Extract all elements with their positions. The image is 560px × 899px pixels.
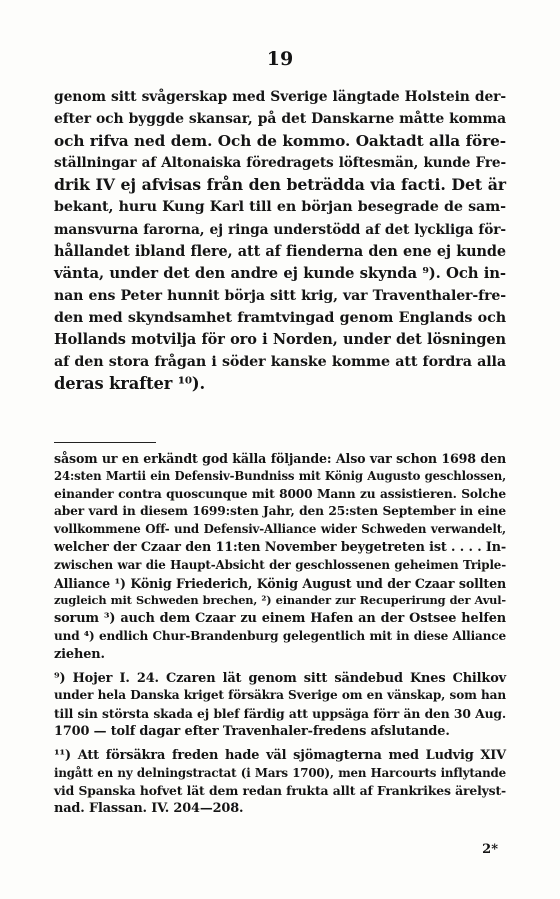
footnote-line: såsom ur en erkändt god källa följande: Also var schon 1698 den: [54, 451, 506, 466]
main-text: [54, 86, 506, 395]
footnote-line: ⁹) Hojer I. 24. Czaren lät genom sitt sändebud Knes Chilkov: [54, 670, 506, 686]
footnote-line: under hela Danska kriget försäkra Sverige om en vänskap, som han: [54, 688, 506, 703]
text-line: ställningar af Altonaiska föredragets löftesmän, kunde Fre-: [54, 155, 506, 172]
signature-mark: 2*: [482, 842, 498, 857]
footnote-line: sorum ³) auch dem Czaar zu einem Hafen an der Ostsee helfen: [54, 611, 506, 627]
footnote-line: aber vard in diesem 1699:sten Jahr, den 25:sten September in eine: [54, 504, 506, 519]
footnote-continuation: [54, 450, 506, 664]
text-line: nan ens Peter hunnit börja sitt krig, var Traventhaler-fre-: [54, 287, 506, 304]
text-line: drik IV ej afvisas från den beträdda via facti. Det är: [54, 175, 506, 195]
footnote-line: ¹¹) Att försäkra freden hade väl sjömagterna med Ludvig XIV: [54, 747, 506, 763]
text-line: bekant, huru Kung Karl till en början besegrade de sam-: [54, 199, 506, 216]
footnote-line: zwischen war die Haupt-Absicht der geschlossenen geheimen Triple-: [54, 557, 506, 572]
text-line: vänta, under det den andre ej kunde skynda ⁹). Och in-: [54, 264, 506, 282]
footnote-separator: [54, 442, 156, 443]
footnote-line: till sin största skada ej blef färdig att uppsäga förr än den 30 Aug.: [54, 706, 506, 722]
footnote-line: ziehen.: [54, 646, 105, 662]
text-line: efter och byggde skansar, på det Danskarne måtte komma: [54, 111, 506, 128]
text-line: den med skyndsamhet framtvingad genom Englands och: [54, 309, 506, 326]
footnote-line: vid Spanska hofvet lät dem redan frukta allt af Frankrikes ärelyst-: [54, 783, 506, 799]
page-number: 19: [266, 48, 294, 70]
text-line: Hollands motvilja för oro i Norden, under det lösningen: [54, 331, 506, 349]
footnote-line: und ⁴) endlich Chur-Brandenburg gelegentlich mit in diese Alliance: [54, 628, 506, 643]
footnote-line: ingått en ny delningstractat (i Mars 1700), men Harcourts inflytande: [54, 765, 506, 780]
text-line: genom sitt svågerskap med Sverige längtade Holstein der-: [54, 89, 506, 105]
footnote-line: Alliance ¹) König Friederich, König August und der Czaar sollten: [54, 575, 506, 591]
footnote-line: einander contra quoscunque mit 8000 Mann zu assistieren. Solche: [54, 486, 506, 501]
footnote-9: [54, 670, 506, 741]
text-line: och rifva ned dem. Och de kommo. Oaktadt alla före-: [54, 132, 506, 151]
text-line: mansvurna farorna, ej ringa understödd af det lyckliga för-: [54, 221, 506, 238]
text-line: af den stora frågan i söder kanske komme att fordra alla: [54, 354, 506, 371]
footnote-line: nad. Flassan. IV. 204—208.: [54, 801, 244, 817]
text-line: deras krafter ¹⁰).: [54, 374, 206, 394]
footnote-line: vollkommene Off- und Defensiv-Alliance wider Schweden verwandelt,: [54, 522, 506, 537]
footnote-line: zugleich mit Schweden brechen, ²) einander zur Recuperirung der Avul-: [54, 593, 506, 608]
footnote-line: welcher der Czaar den 11:ten November beygetreten ist . . . . In-: [54, 539, 506, 555]
footnote-line: 24:sten Martii ein Defensiv-Bundniss mit König Augusto geschlossen,: [54, 468, 506, 483]
footnote-11: [54, 747, 506, 818]
footnote-line: 1700 — tolf dagar efter Travenhaler-fredens afslutande.: [54, 723, 450, 739]
text-line: hållandet ibland flere, att af fienderna den ene ej kunde: [54, 242, 506, 260]
footnotes: [54, 450, 506, 818]
